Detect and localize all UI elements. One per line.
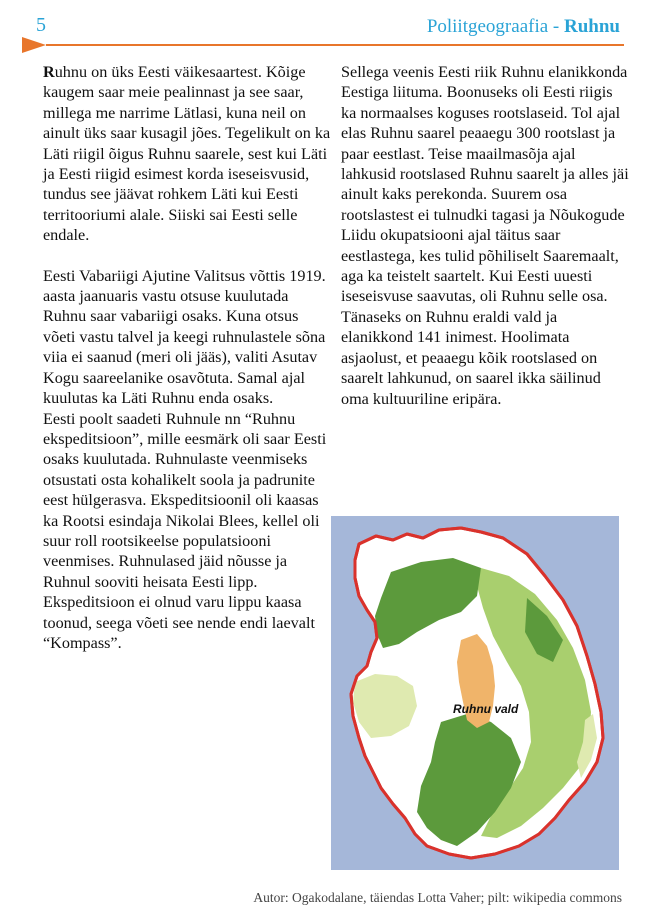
image-credit: Autor: Ogakodalane, täiendas Lotta Vaher; pilt: wikipedia commons	[253, 890, 622, 905]
map-label: Ruhnu vald	[453, 702, 519, 716]
paragraph-expedition: Eesti poolt saadeti Ruhnule nn “Ruhnu ekspeditsioon”, mille eesmärk oli saar Eesti osaks kuulutada. Ruhnulaste veenmiseks otsustati osta kohalikelt soola ja padrunite eest hülgerasva. Ekspeditsioonil oli kaasas ka Rootsi esindaja Nikolai Blees, kellel oli suur roll rootsikeelse populatsiooni veenmises. Ruhnulased jäid nõusse ja Ruhnul sooviti heisata Eesti lipp. Ekspeditsioon ei olnud varu lippu kaasa toonud, seega võeti see nende endi laevalt “Kompass”.	[43, 409, 327, 652]
left-column	[43, 62, 333, 653]
page-number: 5	[36, 14, 46, 36]
island-map	[331, 516, 619, 870]
header-section: Poliitgeograafia -	[426, 16, 564, 37]
header-rule	[46, 44, 624, 46]
header-title	[427, 16, 620, 38]
drop-initial: R	[43, 63, 55, 81]
header-subject: Ruhnu	[564, 16, 620, 37]
right-column	[341, 62, 629, 409]
paragraph-history: Sellega veenis Eesti riik Ruhnu elanikkonda Eestiga liituma. Boonuseks oli Eesti riigis ka normaalses koguses rootslaseid. Tol ajal elas Ruhnu saarel peaaegu 300 rootslast ja paar eestlast. Teise maailmasõja ajal lahkusid rootslased Ruhnu saarelt ja alles jäi ainult kaks perekonda. Suurem osa rootslastest ei tulnudki tagasi ja Nõukogude Liidu okupatsiooni ajal täitus saar eestlastega, kes tulid põhiliselt Saaremaalt, aga ka teistelt saartelt. Kui Eesti uuesti iseseisvuse saavutas, oli Ruhnu selle osa. Tänaseks on Ruhnu eraldi vald ja elanikkond 141 inimest. Hoolimata asjaolust, et peaaegu kõik rootslased on saarelt lahkunud, on saarel ikka säilinud oma kultuuriline eripära.	[341, 63, 629, 408]
paragraph-intro-text: uhnu on üks Eesti väikesaartest. Kõige kaugem saar meie pealinnast ja see saar, millega me narrime Lätlasi, kuna neil on ainult üks saar kusagil jões. Tegelikult on ka Läti riigil õigus Ruhnu saarele, sest kui Läti ja Eesti riigid esimest korda iseseisvusid, tundus see jäävat rohkem Läti kui Eesti territooriumi alale. Siiski sai Eesti selle endale.	[43, 63, 331, 245]
paragraph-government: Eesti Vabariigi Ajutine Valitsus võttis 1919. aasta jaanuaris vastu otsuse kuulutada Ruhnu saar vabariigi osaks. Kuna otsus võeti vastu talvel ja keegi ruhnulastele sõna viia ei saanud (meri oli jääs), valiti Asutav Kogu saareelanike osavõtuta. Samal ajal kuulutas ka Läti Ruhnu enda osaks.	[43, 266, 326, 408]
island-map-drawing	[331, 516, 619, 870]
header-arrow	[22, 37, 46, 53]
paragraph-intro	[43, 62, 333, 246]
